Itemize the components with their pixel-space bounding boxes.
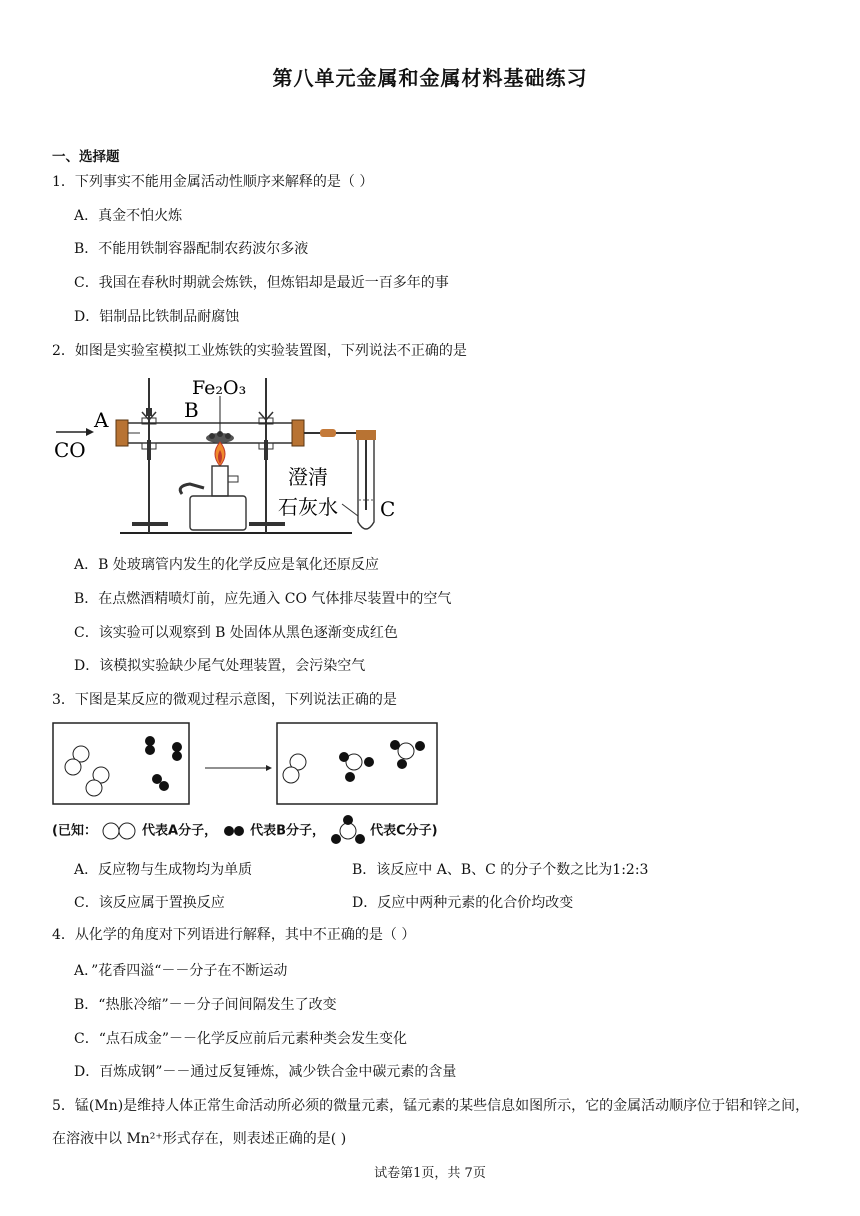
question-2-option-d[interactable]: D．该模拟实验缺少尾气处理装置，会污染空气	[74, 658, 366, 674]
question-4-option-d[interactable]: D．百炼成钢”－－通过反复锤炼，减少铁合金中碳元素的含量	[74, 1064, 457, 1080]
question-2-option-b[interactable]: B．在点燃酒精喷灯前，应先通入 CO 气体排尽装置中的空气	[74, 591, 452, 607]
label-c: C	[380, 497, 396, 521]
legend-b: 代表B分子，	[250, 823, 326, 839]
co-label: CO	[54, 438, 86, 462]
question-1-option-a[interactable]: A．真金不怕火炼	[74, 208, 183, 224]
question-2-option-a[interactable]: A．B 处玻璃管内发生的化学反应是氧化还原反应	[74, 557, 379, 573]
question-3-option-d[interactable]: D．反应中两种元素的化合价均改变	[352, 895, 574, 911]
question-1-option-c[interactable]: C．我国在春秋时期就会炼铁，但炼铝却是最近一百多年的事	[74, 275, 449, 291]
page-title: 第八单元金属和金属材料基础练习	[272, 66, 588, 90]
legend-a: 代表A分子，	[142, 823, 218, 839]
question-4-stem: 4．从化学的角度对下列语进行解释，其中不正确的是（ ）	[52, 927, 416, 943]
question-3-option-a[interactable]: A．反应物与生成物均为单质	[74, 862, 253, 878]
molecule-b-icon	[222, 824, 246, 838]
question-3-option-c[interactable]: C．该反应属于置换反应	[74, 895, 225, 911]
question-3-legend	[52, 815, 438, 847]
question-4-option-c[interactable]: C．“点石成金”－－化学反应前后元素种类会发生变化	[74, 1031, 408, 1047]
question-4-option-a[interactable]: A．”花香四溢“－－分子在不断运动	[74, 963, 288, 979]
fe2o3-label: Fe₂O₃	[192, 377, 247, 399]
molecule-a-icon	[101, 822, 137, 840]
molecule-c-icon	[330, 815, 366, 847]
question-4-option-b[interactable]: B．“热胀冷缩”－－分子间间隔发生了改变	[74, 997, 337, 1013]
iron-smelting-apparatus-diagram	[52, 372, 412, 542]
question-2-option-c[interactable]: C．该实验可以观察到 B 处固体从黑色逐渐变成红色	[74, 625, 398, 641]
limewater-label-1: 澄清	[288, 465, 328, 489]
legend-c: 代表C分子)	[370, 823, 438, 839]
question-1-option-b[interactable]: B．不能用铁制容器配制农药波尔多液	[74, 241, 309, 257]
label-b: B	[184, 398, 199, 422]
question-2-stem: 2．如图是实验室模拟工业炼铁的实验装置图，下列说法不正确的是	[52, 343, 467, 359]
page-footer: 试卷第1页，共 7页	[374, 1166, 486, 1181]
section-heading: 一、选择题	[52, 149, 120, 165]
question-1-option-d[interactable]: D．铝制品比铁制品耐腐蚀	[74, 309, 240, 325]
question-3-option-b[interactable]: B．该反应中 A、B、C 的分子个数之比为1:2:3	[352, 862, 649, 878]
reaction-microscopic-diagram	[52, 722, 442, 806]
question-3-stem: 3．下图是某反应的微观过程示意图，下列说法正确的是	[52, 692, 397, 708]
question-5-stem: 5．锰(Mn)是维持人体正常生命活动所必须的微量元素，锰元素的某些信息如图所示，它的金属活动顺序位于铝和锌之间，在溶液中以 Mn²⁺形式存在，则表述正确的是( )	[52, 1098, 810, 1147]
label-a: A	[94, 408, 109, 432]
legend-prefix: (已知：	[52, 823, 97, 839]
limewater-label-2: 石灰水	[278, 495, 338, 519]
question-1-stem: 1．下列事实不能用金属活动性顺序来解释的是（ ）	[52, 174, 374, 190]
